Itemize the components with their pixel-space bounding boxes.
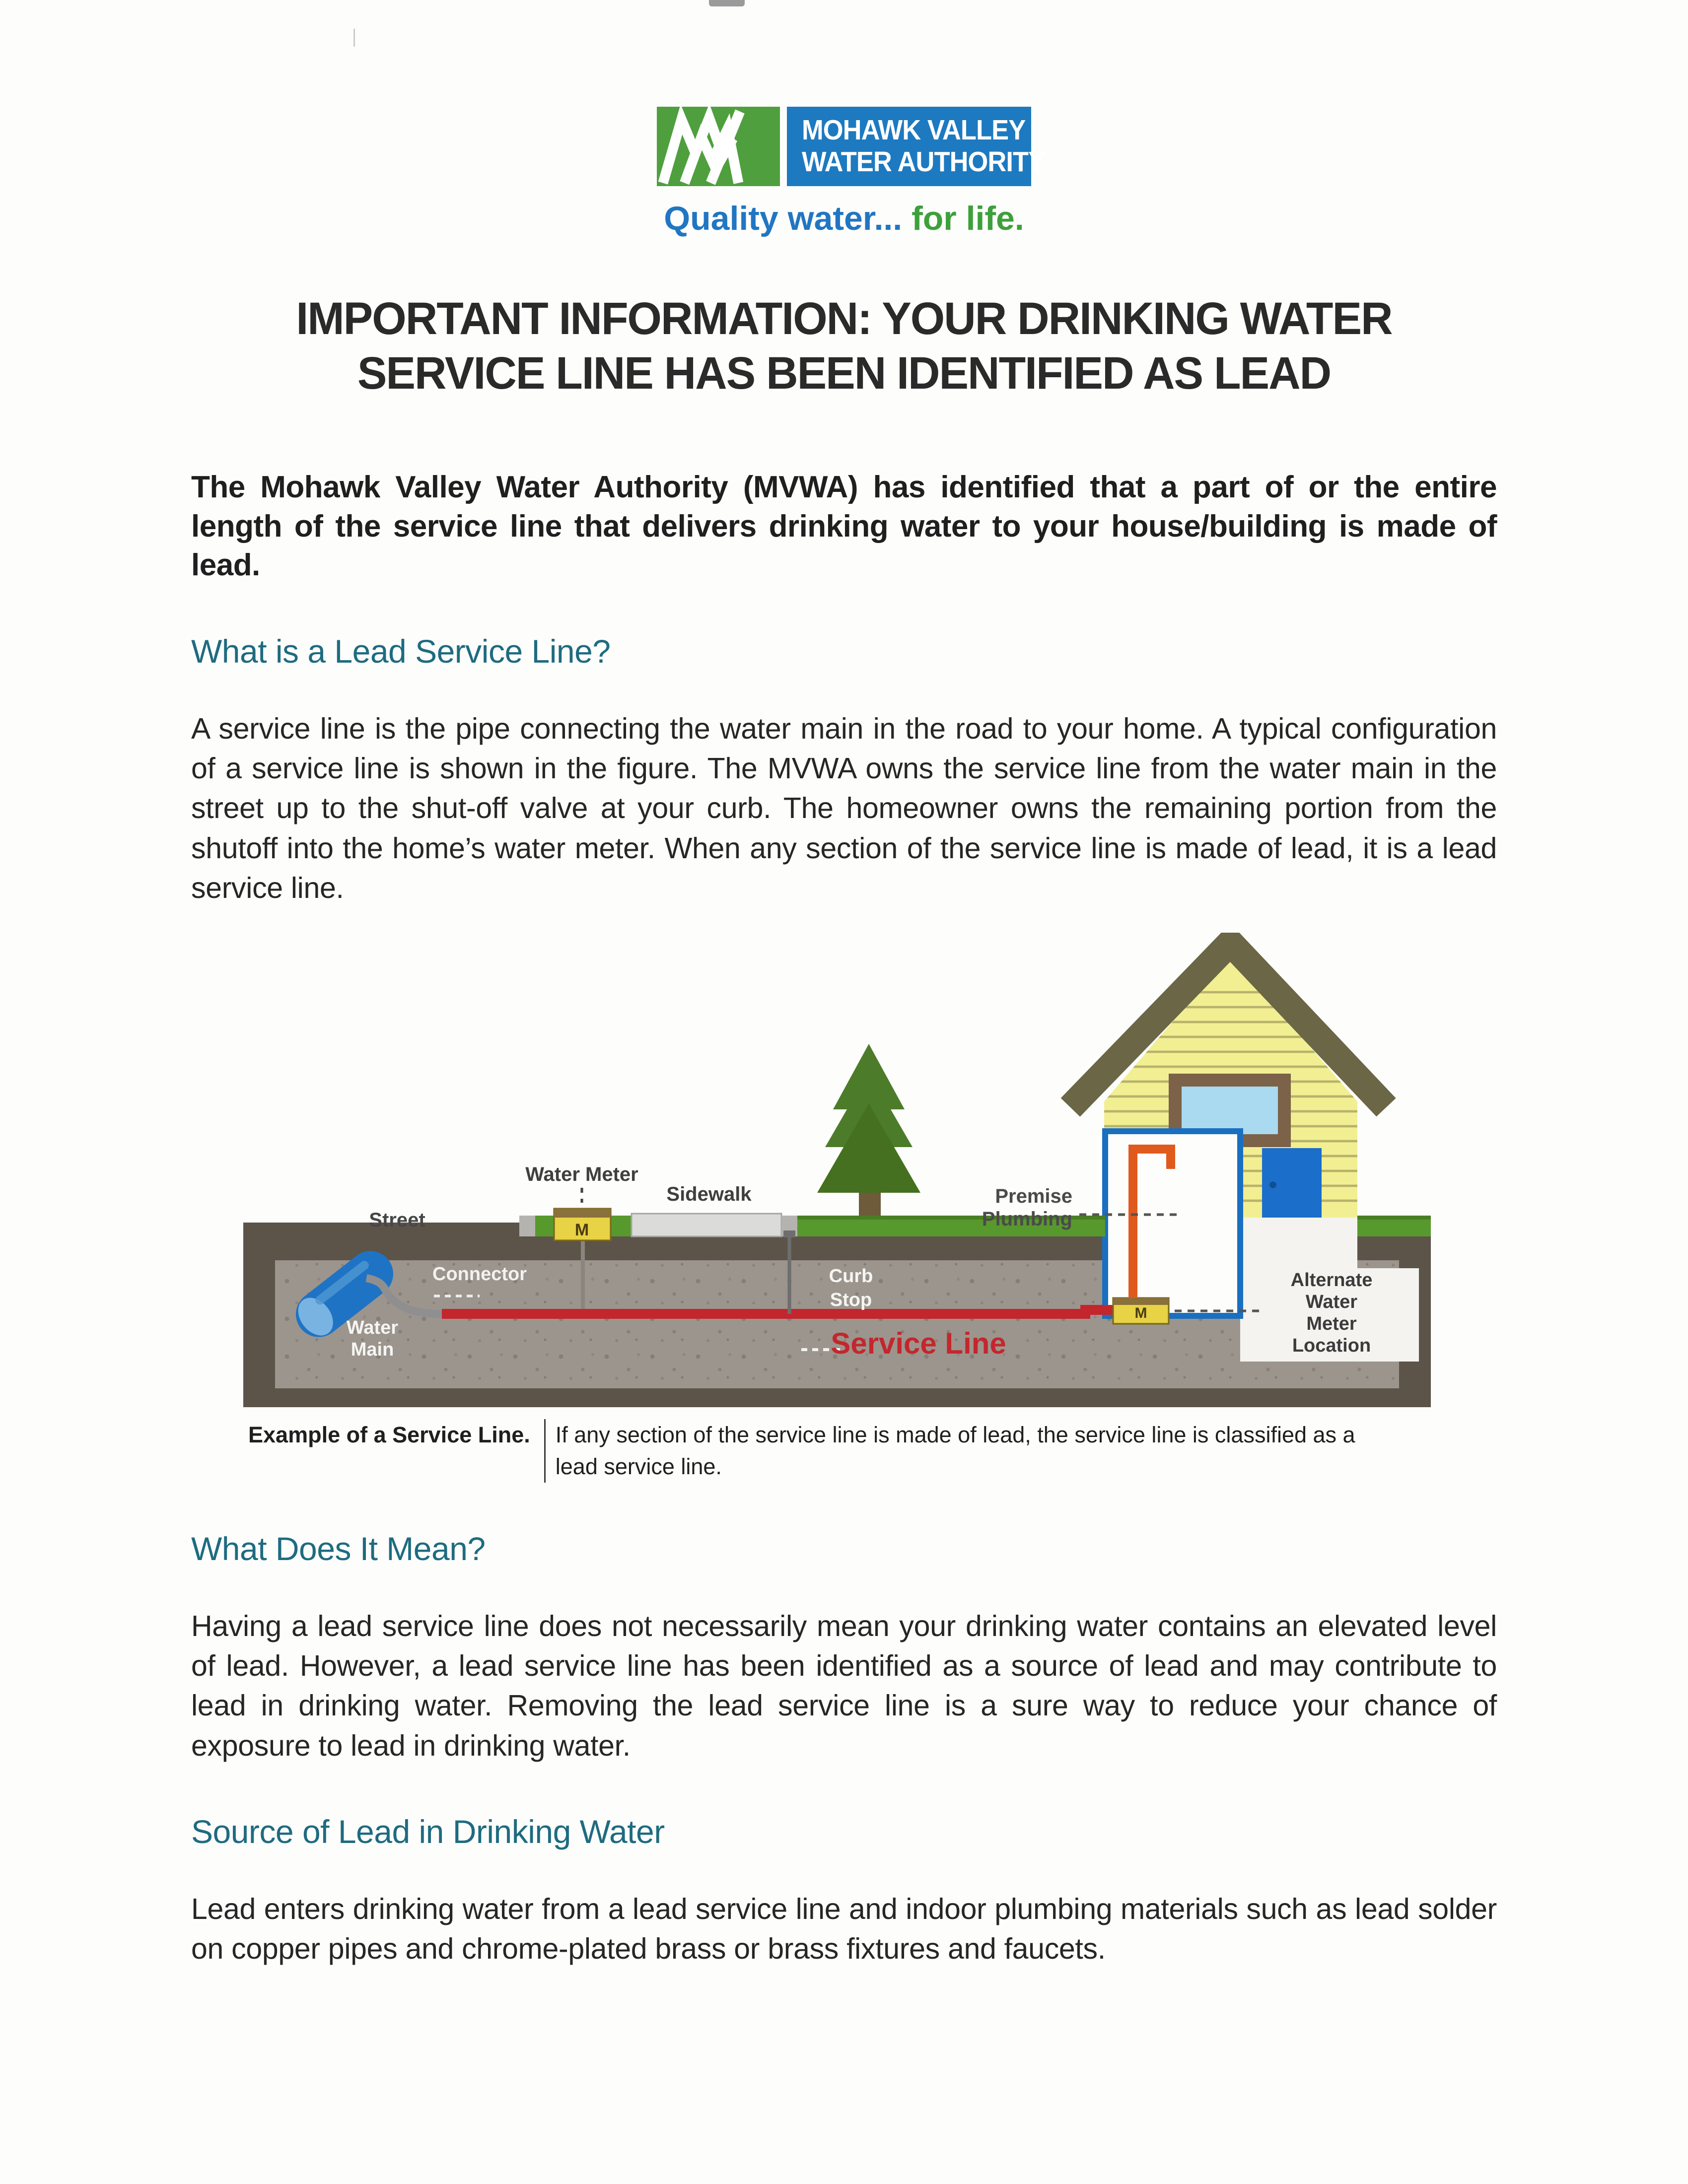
- meter-m-label: M: [1134, 1305, 1147, 1322]
- door-knob: [1269, 1181, 1276, 1188]
- scan-artifact-top: [709, 0, 745, 6]
- service-line-diagram: [233, 933, 1440, 1409]
- section-heading-what-does-it-mean: What Does It Mean?: [191, 1530, 486, 1567]
- tree-icon: [817, 1044, 920, 1219]
- water-meter-label: Water Meter: [525, 1163, 638, 1186]
- tagline-green-text: for life.: [902, 200, 1024, 237]
- alternate-label-2: Water: [1305, 1292, 1358, 1313]
- figure-caption: [248, 1419, 1450, 1483]
- section-heading-source-of-lead: Source of Lead in Drinking Water: [191, 1813, 665, 1850]
- logo-org-line2: WATER AUTHORITY: [802, 146, 1046, 178]
- sidewalk-label: Sidewalk: [666, 1183, 752, 1206]
- connector-label: Connector: [432, 1264, 527, 1285]
- water-main-label-2: Main: [351, 1339, 394, 1361]
- street-label: Street: [369, 1209, 425, 1231]
- curb-stop-label-1: Curb: [829, 1266, 873, 1287]
- logo-tagline: [191, 199, 1497, 238]
- alternate-label-3: Meter: [1306, 1313, 1357, 1335]
- section-heading-lead-service-line: What is a Lead Service Line?: [191, 632, 611, 670]
- scan-artifact-line: [353, 29, 355, 47]
- figure-caption-text: If any section of the service line is made of lead, the service line is classified as a lead service line.: [544, 1419, 1400, 1483]
- basement-water-meter: [1113, 1298, 1169, 1324]
- meter-m-label: M: [574, 1221, 589, 1240]
- premise-plumbing-label-2: Plumbing: [982, 1208, 1072, 1230]
- page-title-line1: IMPORTANT INFORMATION: YOUR DRINKING WATER: [296, 293, 1392, 344]
- service-line-pipe: [442, 1310, 1113, 1314]
- intro-paragraph: The Mohawk Valley Water Authority (MVWA) has identified that a part of or the entire length of the service line that delivers drinking water to your house/building is made of lead.: [191, 470, 1497, 583]
- curb-stop-label-2: Stop: [830, 1290, 872, 1311]
- tagline-blue-text: Quality water...: [664, 200, 903, 237]
- alternate-label-4: Location: [1292, 1335, 1371, 1357]
- mvwa-zigzag-logo-icon: [657, 107, 780, 186]
- water-main-label-1: Water: [346, 1317, 399, 1339]
- service-line-label: Service Line: [831, 1327, 1006, 1361]
- figure-caption-title: Example of a Service Line.: [248, 1422, 530, 1448]
- alternate-label-1: Alternate: [1290, 1270, 1373, 1291]
- logo: [191, 0, 1497, 238]
- logo-org-name: [787, 107, 1046, 186]
- premise-plumbing-label-1: Premise: [995, 1185, 1072, 1208]
- page-title-line2: SERVICE LINE HAS BEEN IDENTIFIED AS LEAD: [357, 348, 1331, 399]
- section-body-source-of-lead: Lead enters drinking water from a lead service line and indoor plumbing materials such as lead solder on copper pipes and chrome-plated brass or brass fixtures and faucets.: [191, 1892, 1497, 1966]
- section-body-what-does-it-mean: Having a lead service line does not necessarily mean your drinking water contains an elevated level of lead. However, a lead service line has been identified as a source of lead and may contribute to lead in drinking water. Removing the lead service line is a sure way to reduce your chance of exposure to lead in drinking water.: [191, 1609, 1497, 1762]
- logo-org-line1: MOHAWK VALLEY: [802, 114, 1026, 146]
- page-title: [191, 291, 1497, 401]
- window-glass: [1182, 1087, 1278, 1134]
- section-body-lead-service-line: A service line is the pipe connecting the water main in the road to your home. A typical configuration of a service line is shown in the figure. The MVWA owns the service line from the water main in the street up to the shut-off valve at your curb. The homeowner owns the remaining portion from the shutoff into the home’s water meter. When any section of the service line is made of lead, it is a lead service line.: [191, 712, 1497, 904]
